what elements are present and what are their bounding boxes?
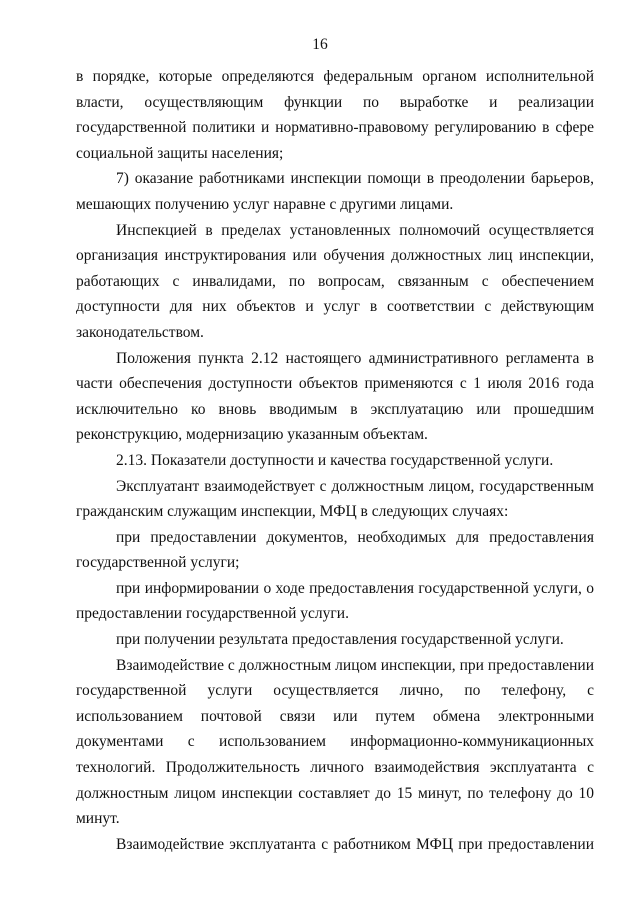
paragraph: Взаимодействие эксплуатанта с работником МФЦ при предоставлении bbox=[116, 835, 594, 853]
paragraph: в порядке, которые определяются федеральным органом исполнительной власти, осуществляющим функции по выработке и реализации государственной политики и нормативно-правовому регулированию в сфере социальной защиты населения; bbox=[76, 68, 594, 162]
paragraph: Взаимодействие с должностным лицом инспекции, при предоставлении государственной услуги осуществляется лично, по телефону, с использованием почтовой связи или путем обмена электронными документами с использованием информационно-коммуникационных технологий. Продолжительность личного взаимодействия эксплуатанта с должностным лицом инспекции составляет до 15 минут, по телефону до 10 минут. bbox=[76, 656, 594, 828]
paragraph: Инспекцией в пределах установленных полномочий осуществляется организация инструктирования или обучения должностных лиц инспекции, работающих с инвалидами, по вопросам, связанным с обеспечением доступности для них объектов и услуг в соответствии с действующим законодательством. bbox=[76, 221, 594, 341]
section-heading: 2.13. Показатели доступности и качества государственной услуги. bbox=[116, 451, 554, 469]
list-item: при предоставлении документов, необходимых для предоставления государственной услуги; bbox=[76, 528, 594, 572]
paragraph: Положения пункта 2.12 настоящего административного регламента в части обеспечения доступности объектов применяются с 1 июля 2016 года исключительно ко вновь вводимым в эксплуатацию или прошедшим реконструкцию, модернизацию указанным объектам. bbox=[76, 349, 594, 444]
list-item: при информировании о ходе предоставления государственной услуги, о предоставлении государственной услуги. bbox=[76, 579, 594, 623]
document-body bbox=[76, 64, 594, 857]
paragraph: Эксплуатант взаимодействует с должностным лицом, государственным гражданским служащим инспекции, МФЦ в следующих случаях: bbox=[76, 477, 594, 521]
paragraph: 7) оказание работниками инспекции помощи в преодолении барьеров, мешающих получению услуг наравне с другими лицами. bbox=[76, 170, 594, 213]
page-number: 16 bbox=[312, 36, 328, 53]
list-item: при получении результата предоставления государственной услуги. bbox=[116, 631, 564, 649]
